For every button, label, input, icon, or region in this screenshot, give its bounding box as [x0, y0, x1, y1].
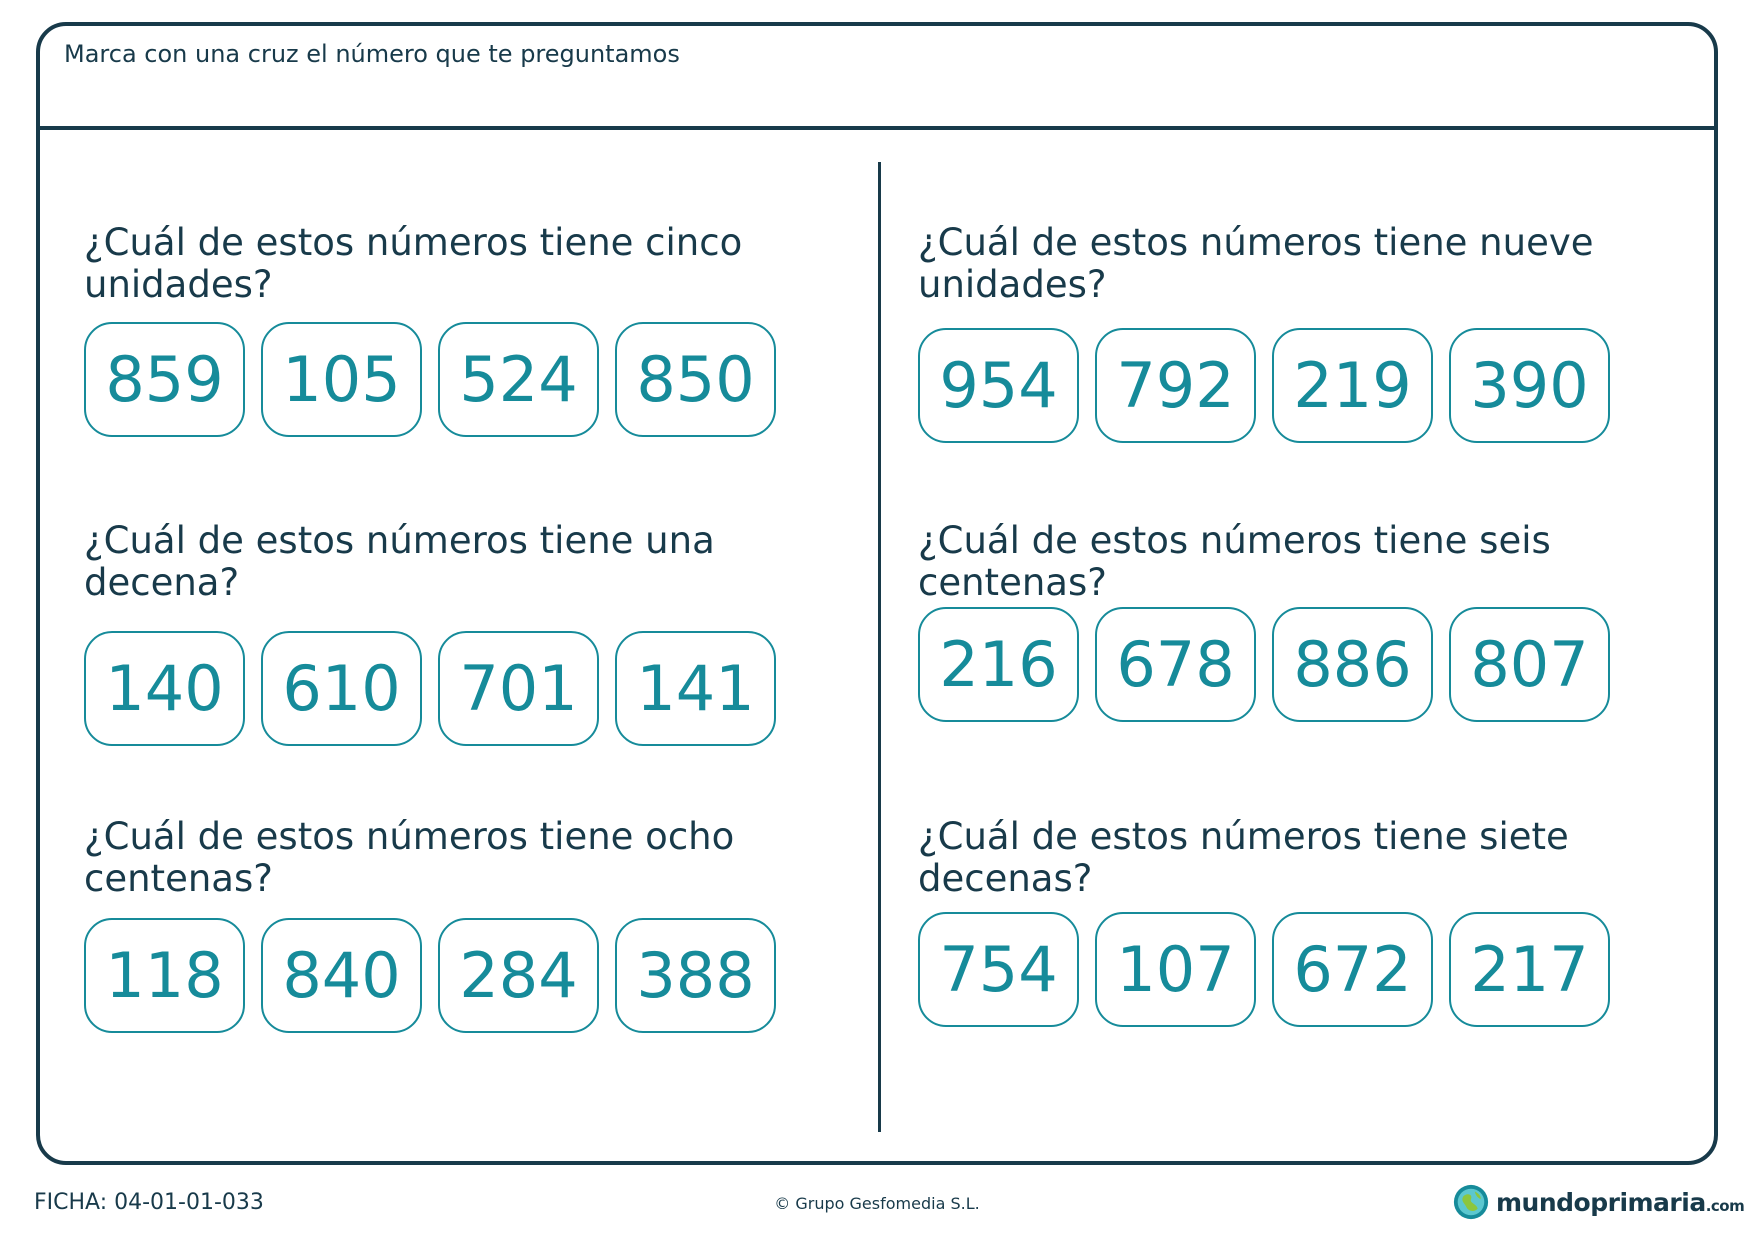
option-box[interactable]: 754 [918, 912, 1079, 1027]
option-box[interactable]: 678 [1095, 607, 1256, 722]
option-box[interactable]: 859 [84, 322, 245, 437]
option-box[interactable]: 886 [1272, 607, 1433, 722]
option-box[interactable]: 118 [84, 918, 245, 1033]
question-4-text: ¿Cuál de estos números tiene nueve unidades? [918, 221, 1594, 306]
column-divider [878, 162, 881, 1132]
option-box[interactable]: 216 [918, 607, 1079, 722]
question-1-text: ¿Cuál de estos números tiene cinco unidades? [84, 221, 743, 306]
option-box[interactable]: 792 [1095, 328, 1256, 443]
question-4-options [918, 328, 1610, 443]
ficha-code: FICHA: 04-01-01-033 [34, 1190, 264, 1215]
question-6-options [918, 912, 1610, 1027]
option-box[interactable]: 840 [261, 918, 422, 1033]
question-3-text: ¿Cuál de estos números tiene ocho centenas? [84, 815, 735, 900]
brand-logo[interactable] [1452, 1183, 1744, 1221]
option-box[interactable]: 219 [1272, 328, 1433, 443]
option-box[interactable]: 284 [438, 918, 599, 1033]
instruction-text: Marca con una cruz el número que te preguntamos [64, 40, 680, 68]
option-box[interactable]: 390 [1449, 328, 1610, 443]
option-box[interactable]: 107 [1095, 912, 1256, 1027]
question-2-text: ¿Cuál de estos números tiene una decena? [84, 519, 715, 604]
header-divider [40, 126, 1714, 130]
copyright-text: © Grupo Gesfomedia S.L. [774, 1194, 980, 1213]
option-box[interactable]: 140 [84, 631, 245, 746]
question-5-text: ¿Cuál de estos números tiene seis centenas? [918, 519, 1551, 604]
option-box[interactable]: 524 [438, 322, 599, 437]
question-5-options [918, 607, 1610, 722]
question-3-options [84, 918, 776, 1033]
option-box[interactable]: 105 [261, 322, 422, 437]
question-2-options [84, 631, 776, 746]
option-box[interactable]: 610 [261, 631, 422, 746]
option-box[interactable]: 388 [615, 918, 776, 1033]
option-box[interactable]: 141 [615, 631, 776, 746]
option-box[interactable]: 807 [1449, 607, 1610, 722]
option-box[interactable]: 954 [918, 328, 1079, 443]
option-box[interactable]: 672 [1272, 912, 1433, 1027]
option-box[interactable]: 217 [1449, 912, 1610, 1027]
question-1-options [84, 322, 776, 437]
option-box[interactable]: 701 [438, 631, 599, 746]
logo-wordmark: mundoprimaria.com [1496, 1187, 1745, 1217]
question-6-text: ¿Cuál de estos números tiene siete decenas? [918, 815, 1569, 900]
globe-logo-icon [1452, 1183, 1490, 1221]
option-box[interactable]: 850 [615, 322, 776, 437]
